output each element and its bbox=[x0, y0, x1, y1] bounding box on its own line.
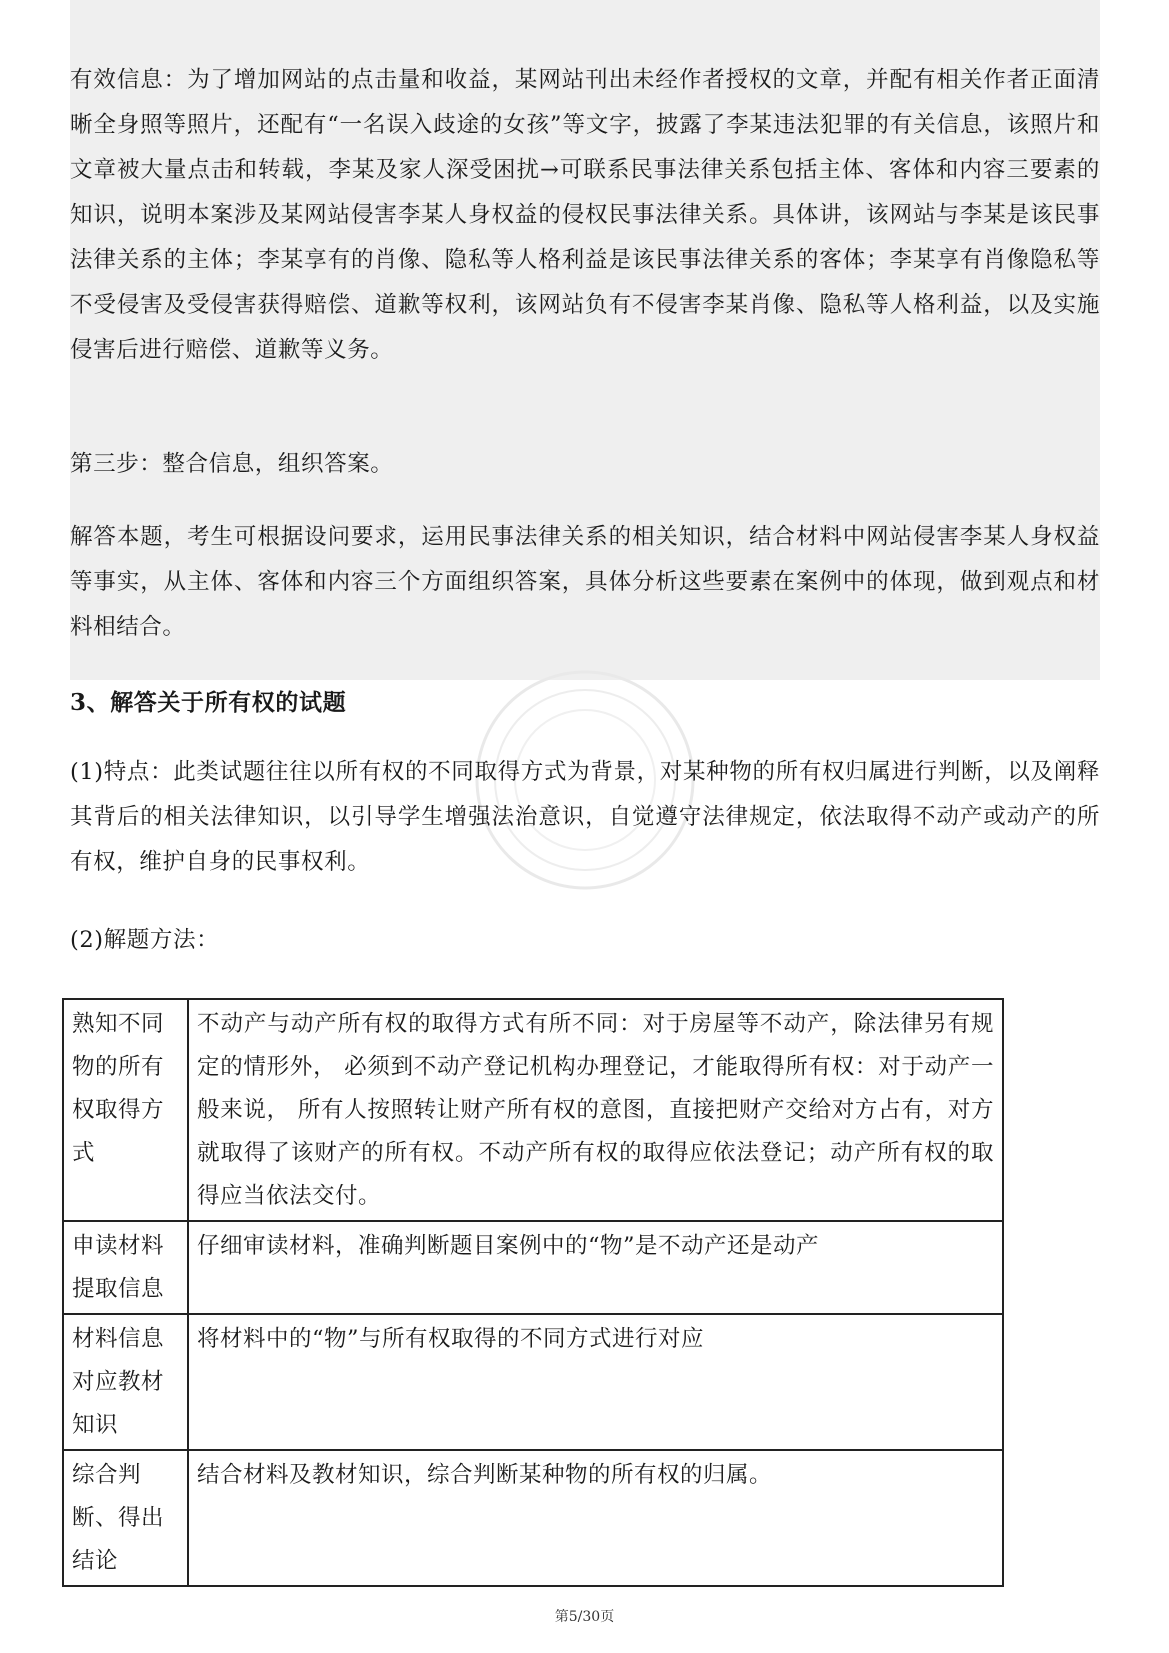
row-content: 将材料中的“物”与所有权取得的不同方式进行对应 bbox=[188, 1314, 1003, 1450]
row-content: 不动产与动产所有权的取得方式有所不同：对于房屋等不动产，除法律另有规定的情形外， 必须到不动产登记机构办理登记，才能取得所有权：对于动产一般来说， 所有人按照转让财产所有权的意图，直接把财产交给对方占有，对方就取得了该财产的所有权。不动产所有权的取得应依法登记；动产所有权的取得应当依法交付。 bbox=[188, 999, 1003, 1221]
row-label: 综合判断、得出结论 bbox=[63, 1450, 188, 1586]
table-row bbox=[63, 1314, 1003, 1450]
table-row bbox=[63, 999, 1003, 1221]
page-number: 第5/30页 bbox=[554, 1609, 615, 1625]
row-content: 结合材料及教材知识，综合判断某种物的所有权的归属。 bbox=[188, 1450, 1003, 1586]
step3-heading: 第三步：整合信息，组织答案。 bbox=[70, 451, 394, 477]
section-heading-ownership: 3、解答关于所有权的试题 bbox=[70, 689, 347, 716]
table-row bbox=[63, 1221, 1003, 1314]
table-row bbox=[63, 1450, 1003, 1586]
row-label: 材料信息对应教材知识 bbox=[63, 1314, 188, 1450]
row-label: 申读材料提取信息 bbox=[63, 1221, 188, 1314]
method-table bbox=[62, 998, 1004, 1587]
effective-info-paragraph: 有效信息：为了增加网站的点击量和收益，某网站刊出未经作者授权的文章，并配有相关作者正面清晰全身照等照片，还配有“一名误入歧途的女孩”等文字，披露了李某违法犯罪的有关信息，该照片和文章被大量点击和转载，李某及家人深受困扰→可联系民事法律关系包括主体、客体和内容三要素的知识，说明本案涉及某网站侵害李某人身权益的侵权民事法律关系。具体讲，该网站与李某是该民事法律关系的主体；李某享有的肖像、隐私等人格利益是该民事法律关系的客体；李某享有肖像隐私等不受侵害及受侵害获得赔偿、道歉等权利，该网站负有不侵害李某肖像、隐私等人格利益，以及实施侵害后进行赔偿、道歉等义务。 bbox=[70, 67, 1100, 363]
step3-paragraph: 解答本题，考生可根据设问要求，运用民事法律关系的相关知识，结合材料中网站侵害李某人身权益等事实，从主体、客体和内容三个方面组织答案，具体分析这些要素在案例中的体现，做到观点和材料相结合。 bbox=[70, 524, 1100, 640]
method-label: (2)解题方法： bbox=[70, 927, 220, 953]
row-content: 仔细审读材料，准确判断题目案例中的“物”是不动产还是动产 bbox=[188, 1221, 1003, 1314]
row-label: 熟知不同物的所有权取得方式 bbox=[63, 999, 188, 1221]
features-paragraph: (1)特点：此类试题往往以所有权的不同取得方式为背景，对某种物的所有权归属进行判断，以及阐释其背后的相关法律知识，以引导学生增强法治意识，自觉遵守法律规定，依法取得不动产或动产的所有权，维护自身的民事权利。 bbox=[70, 759, 1100, 875]
